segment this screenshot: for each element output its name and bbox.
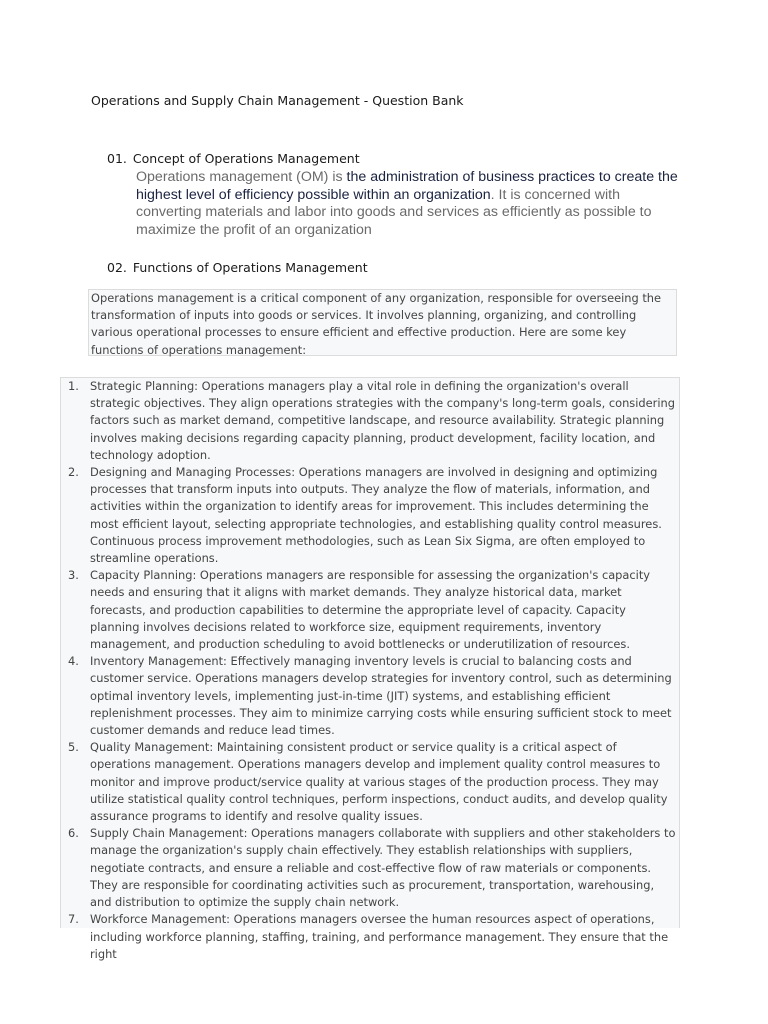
definition-suffix: . It is concerned with converting materials and labor into goods and services as efficiently as possible to maximize the profit of an organization: [136, 186, 652, 238]
item-number: 5.: [68, 740, 79, 755]
list-item: [61, 378, 679, 464]
definition-prefix: Operations management (OM) is: [136, 169, 347, 185]
functions-intro-box: [88, 289, 677, 356]
item-text: Supply Chain Management: Operations managers collaborate with suppliers and other stakeholders to manage the organization's supply chain effectively. They establish relationships with suppliers, negotiate contracts, and ensure a reliable and cost-effective flow of raw materials or components. They are responsible for coordinating activities such as procurement, transportation, warehousing, and distribution to optimize the supply chain network.: [90, 826, 676, 910]
section-number: 02.: [107, 260, 127, 275]
item-text: Strategic Planning: Operations managers play a vital role in defining the organization's overall strategic objectives. They align operations strategies with the company's long-term goals, considering factors such as market demand, competitive landscape, and resource availability. Strategic planning involves making decisions regarding capacity planning, product development, facility location, and technology adoption.: [90, 379, 675, 462]
functions-list: [61, 378, 679, 963]
functions-list-box: [60, 377, 680, 961]
item-text: Quality Management: Maintaining consistent product or service quality is a critical aspect of operations management. Operations managers develop and implement quality control measures to monitor and improve product/service quality at various stages of the production process. They may utilize statistical quality control techniques, perform inspections, conduct audits, and develop quality assurance programs to identify and resolve quality issues.: [90, 740, 668, 824]
section-heading-concept: [107, 151, 360, 166]
item-number: 4.: [68, 654, 79, 669]
list-item: [61, 464, 679, 567]
item-text: Capacity Planning: Operations managers are responsible for assessing the organization's capacity needs and ensuring that it aligns with market demands. They analyze historical data, market forecasts, and production capabilities to determine the appropriate level of capacity. Capacity planning involves decisions related to workforce size, equipment requirements, inventory management, and production scheduling to avoid bottlenecks or underutilization of resources.: [90, 568, 651, 652]
item-number: 7.: [68, 912, 79, 927]
item-number: 2.: [68, 465, 79, 480]
list-item: [61, 911, 679, 963]
section-heading-functions: [107, 260, 368, 275]
section-title: Concept of Operations Management: [132, 151, 360, 166]
section-title: Functions of Operations Management: [132, 260, 368, 275]
item-number: 6.: [68, 826, 79, 841]
item-number: 1.: [68, 379, 79, 393]
item-text: Designing and Managing Processes: Operations managers are involved in designing and optimizing processes that transform inputs into outputs. They analyze the flow of materials, information, and activities within the organization to identify areas for improvement. This includes determining the most efficient layout, selecting appropriate technologies, and establishing quality control measures. Continuous process improvement methodologies, such as Lean Six Sigma, are often employed to streamline operations.: [90, 465, 662, 566]
list-item: [61, 739, 679, 825]
item-number: 3.: [68, 568, 79, 583]
om-definition: [136, 169, 681, 239]
functions-intro-text: Operations management is a critical component of any organization, responsible for overseeing the transformation of inputs into goods or services. It involves planning, organizing, and controlling various operational processes to ensure efficient and effective production. Here are some key functions of operations management:: [91, 291, 662, 357]
document-title: Operations and Supply Chain Management - Question Bank: [91, 93, 464, 108]
list-item: [61, 825, 679, 911]
item-text: Workforce Management: Operations managers oversee the human resources aspect of operations, including workforce planning, staffing, training, and performance management. They ensure that the right: [90, 912, 669, 961]
section-number: 01.: [107, 151, 127, 166]
definition-highlight: the administration of business practices to create the highest level of efficiency possible within an organization: [136, 169, 678, 203]
item-text: Inventory Management: Effectively managing inventory levels is crucial to balancing costs and customer service. Operations managers develop strategies for inventory control, such as determining optimal inventory levels, implementing just-in-time (JIT) systems, and establishing efficient replenishment processes. They aim to minimize carrying costs while ensuring sufficient stock to meet customer demands and reduce lead times.: [90, 654, 672, 738]
list-item: [61, 567, 679, 653]
list-item: [61, 653, 679, 739]
